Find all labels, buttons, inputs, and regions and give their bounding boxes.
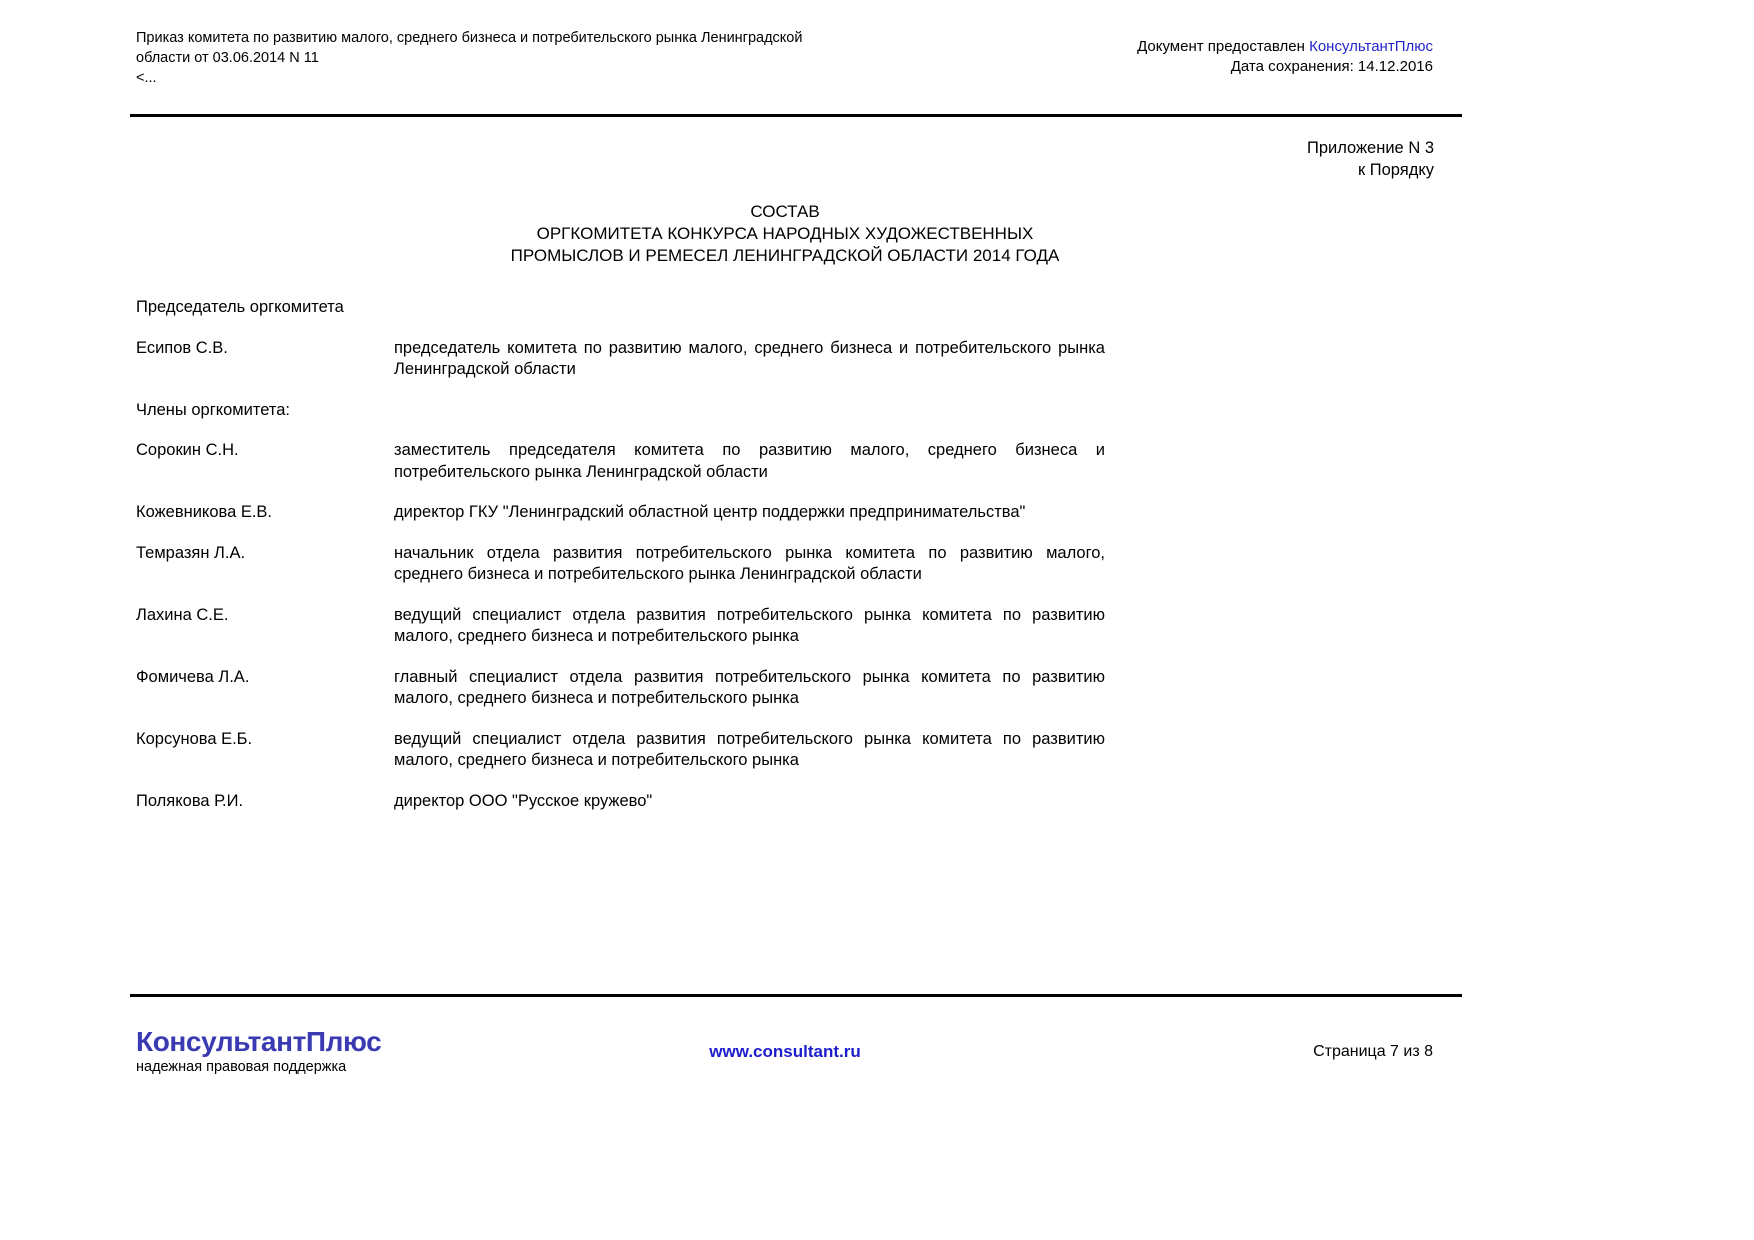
member-row [136,605,1105,648]
member-row [136,667,1105,710]
consultantplus-logo-text: КонсультантПлюс [136,1026,382,1057]
member-position: директор ГКУ "Ленинградский областной центр поддержки предпринимательства" [394,503,1026,521]
member-name: Фомичева Л.А. [136,667,250,686]
member-name: Кожевникова Е.В. [136,503,273,521]
page-indicator: Страница 7 из 8 [1313,1043,1433,1060]
member-row [136,543,1105,586]
member-position: ведущий специалист отдела развития потребительского рынка комитета по развитию малого, среднего бизнеса и потребительского рынка [394,729,1105,769]
consultant-site-link[interactable]: www.consultant.ru [709,1042,861,1061]
members-heading: Члены оргкомитета: [136,400,291,419]
member-row [136,338,1105,381]
member-position: ведущий специалист отдела развития потребительского рынка комитета по развитию малого, среднего бизнеса и потребительского рынка [394,605,1105,645]
logo-slogan: надежная правовая поддержка [136,1059,347,1075]
provided-by-label: Документ предоставлен [1137,38,1310,55]
document-title-line: ПРОМЫСЛОВ И РЕМЕСЕЛ ЛЕНИНГРАДСКОЙ ОБЛАСТИ 2014 ГОДА [510,246,1060,265]
consultantplus-link[interactable]: КонсультантПлюс [1309,38,1433,55]
member-position: директор ООО "Русское кружево" [394,791,653,810]
member-name: Сорокин С.Н. [136,441,239,459]
member-position: начальник отдела развития потребительского рынка комитета по развитию малого, среднего бизнеса и потребительского рынка Ленинградской области [394,543,1105,583]
annex-number: Приложение N 3 [1306,139,1434,157]
saved-date: Дата сохранения: 14.12.2016 [1230,57,1433,75]
site-link-container [136,1042,1434,1062]
document-title-line: СОСТАВ [750,202,820,221]
bottom-divider [130,994,1462,997]
annex-note [136,137,1434,181]
document-title [136,201,1434,267]
member-row [136,440,1105,483]
member-position: председатель комитета по развитию малого, среднего бизнеса и потребительского рынка Ленинградской области [394,338,1105,378]
document-reference-line: области от 03.06.2014 N 11 [136,50,319,66]
document-reference [136,28,802,88]
committee-list [136,297,1105,831]
member-position: главный специалист отдела развития потребительского рынка комитета по развитию малого, среднего бизнеса и потребительского рынка [394,667,1105,707]
top-divider [130,114,1462,117]
chairman-heading: Председатель оргкомитета [136,298,344,316]
member-name: Темразян Л.А. [136,543,246,562]
member-row [136,502,1105,524]
provider-info [1137,37,1433,76]
annex-reference: к Порядку [1357,161,1434,179]
member-name: Корсунова Е.Б. [136,729,253,748]
provided-by-line [1137,37,1433,57]
member-name: Есипов С.В. [136,338,228,357]
member-name: Полякова Р.И. [136,791,244,810]
document-reference-line: Приказ комитета по развитию малого, среднего бизнеса и потребительского рынка Ленинградской [136,30,803,46]
member-row [136,791,1105,813]
document-reference-line: <... [136,70,157,86]
member-position: заместитель председателя комитета по развитию малого, среднего бизнеса и потребительского рынка Ленинградской области [394,441,1105,481]
document-title-line: ОРГКОМИТЕТА КОНКУРСА НАРОДНЫХ ХУДОЖЕСТВЕННЫХ [536,224,1034,243]
member-row [136,729,1105,772]
member-name: Лахина С.Е. [136,605,229,624]
